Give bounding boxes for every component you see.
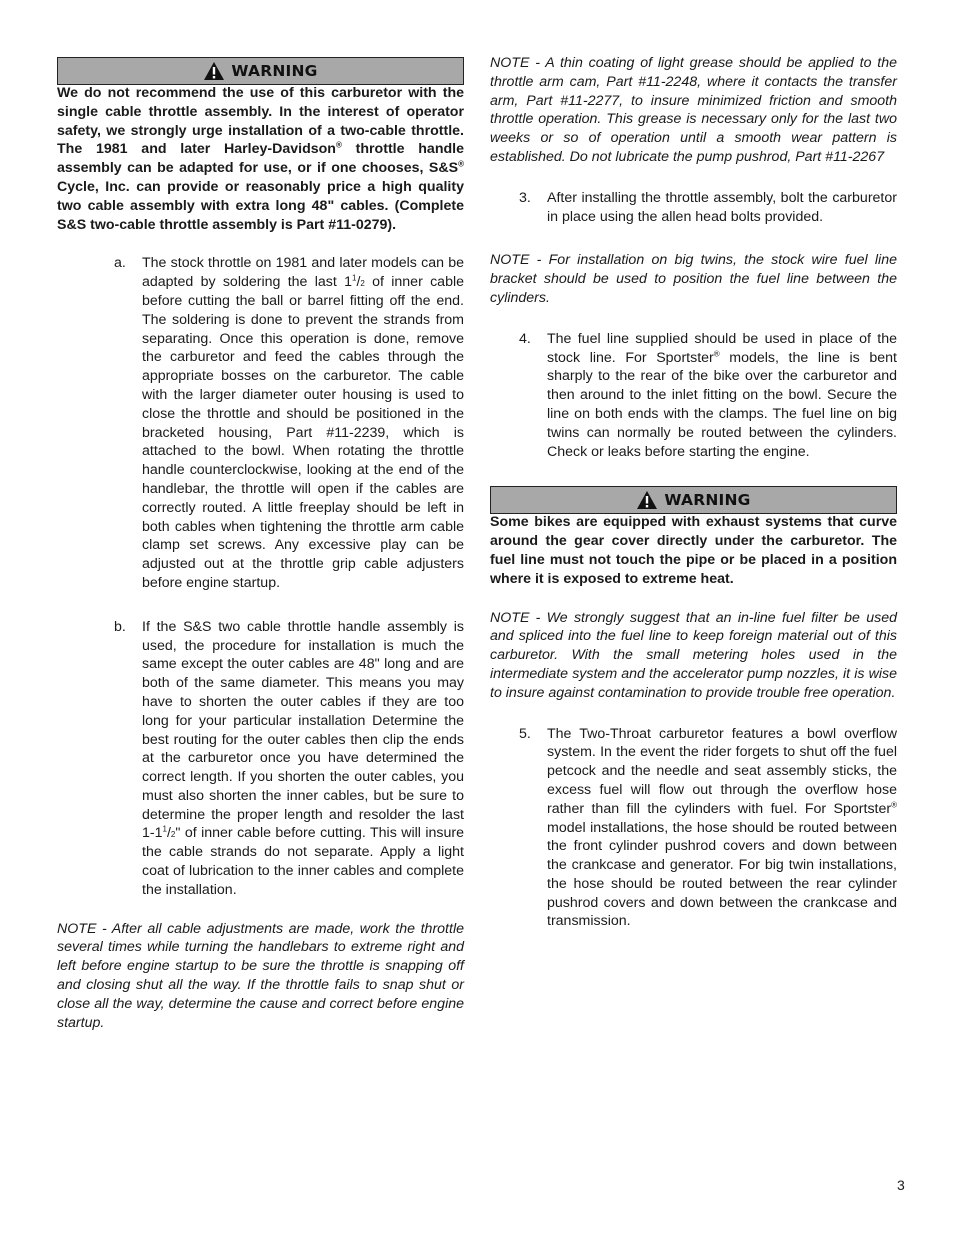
- warning-triangle-icon: [636, 490, 658, 510]
- note-grease: NOTE - A thin coating of light grease should be applied to the throttle arm cam, Part #11-2248, where it contacts the transfer arm, Part #11-2277, to insure minimized friction and smooth throttle operation. This grease is necessary only for the last two weeks or so of operation until a smooth wear pattern is established. Do not lubricate the pump pushrod, Part #11-2267: [490, 55, 897, 165]
- warning-banner: [490, 486, 897, 514]
- item-marker: b.: [114, 618, 126, 635]
- warning-banner: [57, 57, 464, 85]
- item-text: The stock throttle on 1981 and later models can be adapted by soldering the last $1^1/2$ of inner cable before cutting the ball or barrel fitting off the end. The soldering is done to prevent the strands from separating. Once this operation is done, remove the carburetor and feed the cables through the appropriate bosses on the carburetor. The cable with the larger diameter outer housing is used to close the throttle and should be positioned in the bracketed housing, Part #11-2239, which is attached to the bowl. When rotating the throttle handle counterclockwise, looking at the end of the handlebar, the throttle will open if the cables are correctly routed. A little freeplay should be left in both cables when tightening the throttle arm cable clamp set screws. Any excessive play can be adjusted out at the throttle grip cable adjusters before engine startup.: [142, 255, 465, 591]
- item-text: The fuel line supplied should be used in place of the stock line. For Sportster® models, the line is bent sharply to the rear of the bike over the carburetor and then around to the inlet fitting on the bowl. Secure the line on both ends with the clamps. The fuel line on big twins can normally be routed between the cylinders. Check or leaks before starting the engine.: [547, 330, 897, 460]
- list-item-5: [519, 725, 897, 932]
- right-column: [490, 0, 897, 931]
- warning-text: We do not recommend the use of this carburetor with the single cable throttle assembly. In the interest of operator safety, we strongly urge installation of a two-cable throttle. The 1981 and later Harley-Davidson® throttle handle assembly can be adapted for use, or if one chooses, S&S® Cycle, Inc. can provide or reasonably price a high quality two cable assembly with extra long 48" cables. (Complete S&S two-cable throttle assembly is Part #11-0279).: [57, 85, 464, 233]
- item-marker: 4.: [519, 330, 531, 347]
- list-item-3: [519, 189, 897, 227]
- note-cable-adjustments: NOTE - After all cable adjustments are made, work the throttle several times while turning the handlebars to extreme right and left before engine startup to be sure the throttle is snapping off and closing shut all the way. If the throttle fails to snap shut or close all the way, determine the cause and correct before engine startup.: [57, 920, 464, 1031]
- item-text: The Two-Throat carburetor features a bowl overflow system. In the event the rider forgets to shut off the fuel petcock and the needle and seat assembly sticks, the excess fuel will flow out through the overflow hose rather than fill the cylinders with fuel. For Sportster® model installations, the hose should be routed between the front cylinder pushrod covers and down between the crankcase and generator. For big twin installations, the hose should be routed between the rear cylinder pushrod covers and down between the crankcase and transmission.: [547, 725, 897, 930]
- item-text: If the S&S two cable throttle handle assembly is used, the procedure for installation is much the same except the outer cables are 48" long and are both of the same diameter. This means you may have to shorten the outer cables if they are too long for your particular installation Determine the best routing for the outer cables then clip the ends at the carburetor once you have determined the correct length. If you shorten the outer cables, you must also shorten the inner cables, but be sure to determine the proper length and resolder the last $1-1^1/2$" of inner cable before cutting. This will insure the cable strands do not separate. Apply a light coat of lubrication to the inner cables and complete the installation.: [142, 618, 464, 898]
- note-big-twins: NOTE - For installation on big twins, the stock wire fuel line bracket should be used to position the fuel line between the cylinders.: [490, 252, 897, 306]
- note-fuel-filter: NOTE - We strongly suggest that an in-line fuel filter be used and spliced into the fuel line to keep foreign material out of this carburetor. With the small metering holes used in the intermediate system and the accelerator pump nozzles, it is wise to insure against contamination to provide trouble free operation.: [490, 609, 897, 701]
- item-marker: 5.: [519, 725, 531, 742]
- page-number: 3: [897, 1177, 905, 1193]
- warning-title: WARNING: [664, 491, 751, 510]
- list-item-4: [519, 330, 897, 462]
- list-item-a: [114, 254, 464, 592]
- warning-triangle-icon: [203, 61, 225, 81]
- item-marker: 3.: [519, 189, 531, 206]
- item-marker: a.: [114, 255, 126, 272]
- warning-title: WARNING: [231, 62, 318, 80]
- left-column: [57, 0, 464, 1032]
- item-text: After installing the throttle assembly, bolt the carburetor in place using the allen head bolts provided.: [547, 189, 897, 225]
- list-item-b: [114, 618, 464, 900]
- warning-text: Some bikes are equipped with exhaust systems that curve around the gear cover directly under the carburetor. The fuel line must not touch the pipe or be placed in a position where it is exposed to extreme heat.: [490, 514, 897, 587]
